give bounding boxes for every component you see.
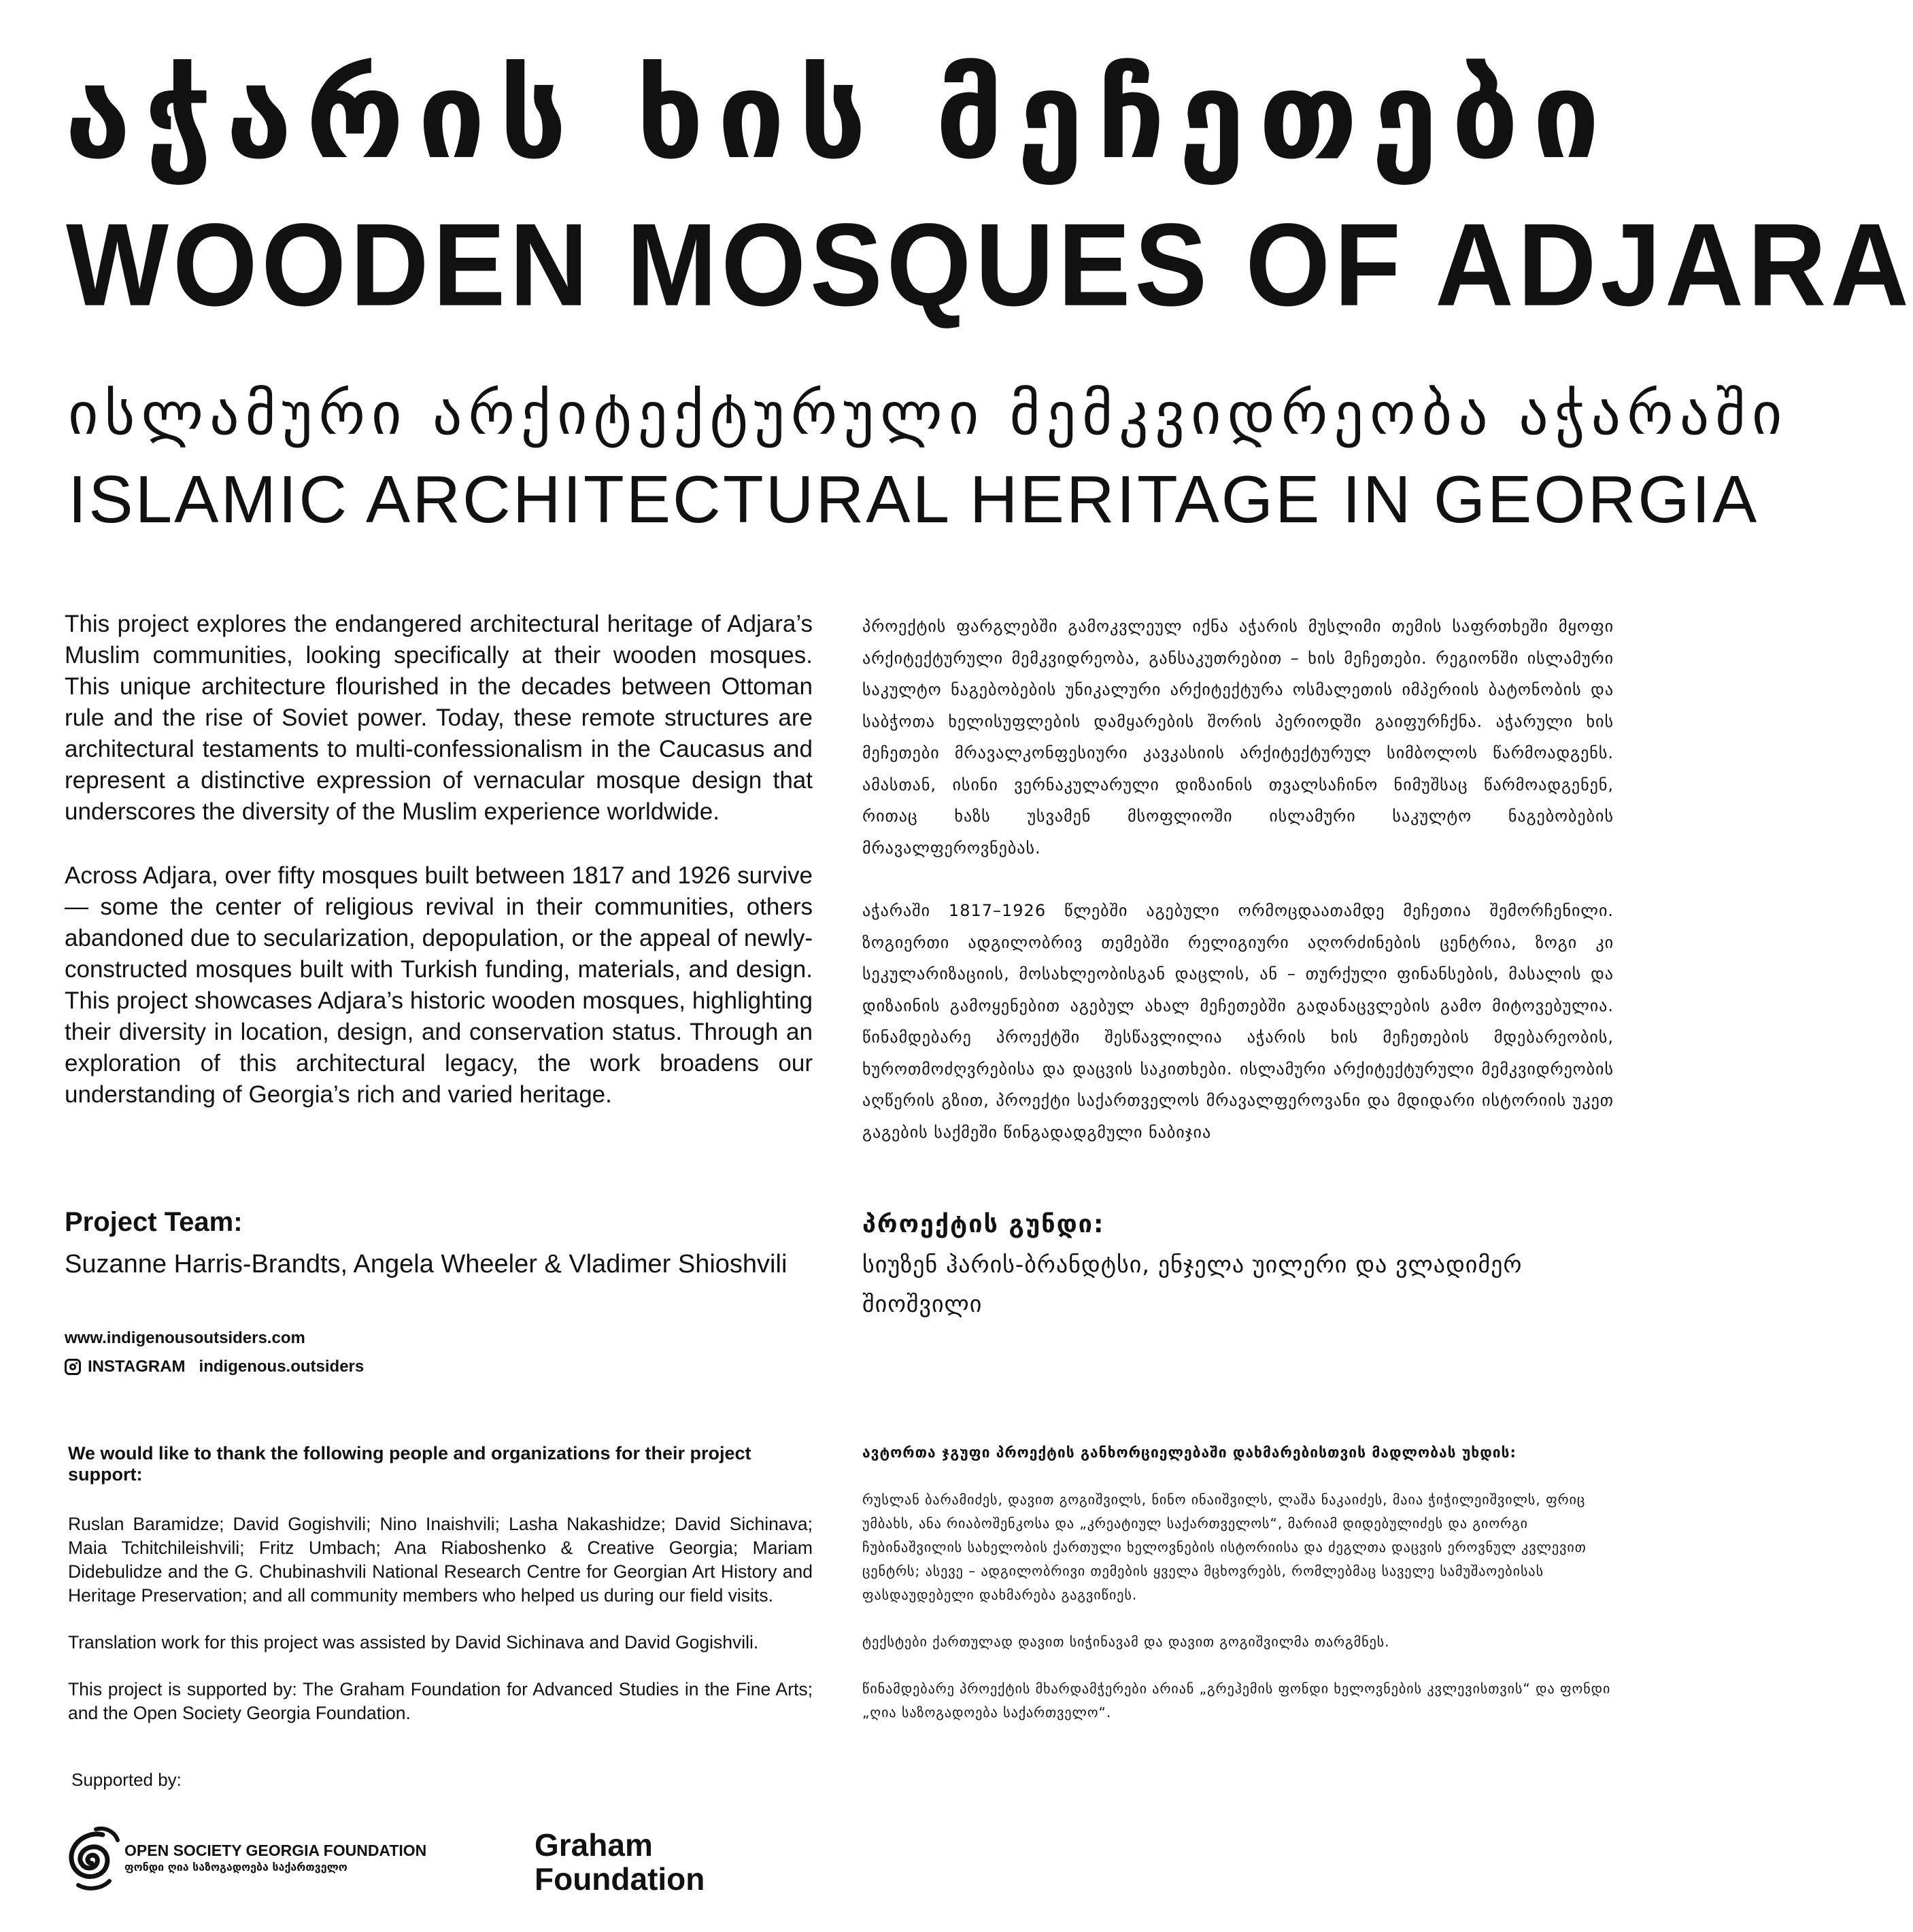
intro-ka-paragraph-2: აჭარაში 1817–1926 წლებში აგებული ორმოცდაათამდე მეჩეთია შემორჩენილი. ზოგიერთი ადგილობრივ თემებში რელიგიური აღორძინების ცენტრია, ზოგი კი სეკულარიზაციის, მოსახლეობისგან დაცლის, ან – თურქული ფინანსების, მასალის და დიზაინის გამოყენებით აგებულ ახალ მეჩეთებში გადანაცვლების გამო მიტოვებულია. წინამდებარე პროექტში შესწავლილია აჭარის ხის მეჩეთების მდებარეობის, ხუროთმოძღვრებისა და დაცვის საკითხები. ისლამური არქიტექტურული მემკვიდრეობის აღწერის გზით, პროექტი საქართველოს მრავალფეროვანი და მდიდარი ისტორიის უკეთ გაგების საქმეში წინგადადგმული ნაბიჯია (862, 901, 1614, 1142)
osgf-name-ka: ფონდი ღია საზოგადოება საქართველო (124, 1861, 348, 1874)
intro-georgian (862, 611, 1614, 1179)
intro-en-paragraph-1: This project explores the endangered architectural heritage of Adjara’s Muslim communities, looking specifically at their wooden mosques. This unique architecture flourished in the decades between Ottoman rule and the rise of Soviet power. Today, these remote structures are architectural testaments to multi-confessionalism in the Caucasus and represent a distinctive expression of vernacular mosque design that underscores the diversity of the Muslim experience worldwide. (65, 611, 813, 825)
thanks-people-en: Ruslan Baramidze; David Gogishvili; Nino Inaishvili; Lasha Nakashidze; David Sichinava; Maia Tchitchileishvili; Fritz Umbach; Ana Riaboshenko & Creative Georgia; Mariam Didebulidze and the G. Chubinashvili National Research Centre for Georgian Art History and Heritage Preservation; and all community members who helped us during our field visits. (68, 1514, 813, 1606)
instagram-icon (65, 1359, 81, 1375)
osgf-name-en: OPEN SOCIETY GEORGIA FOUNDATION (124, 1842, 427, 1859)
website-link[interactable]: www.indigenousoutsiders.com (65, 1329, 305, 1347)
thanks-support-en: This project is supported by: The Graham Foundation for Advanced Studies in the Fine Arts; and the Open Society Georgia Foundation. (68, 1679, 813, 1723)
thanks-translation-en: Translation work for this project was assisted by David Sichinava and David Gogishvili. (68, 1632, 759, 1653)
instagram-label: INSTAGRAM (88, 1357, 186, 1376)
contact-block (65, 1329, 813, 1376)
thanks-support-ka: წინამდებარე პროექტის მხარდამჭერები არიან „გრეჰემის ფონდი ხელოვნების კვლევისთვის“ და ფონდი „ღია საზოგადოება საქართველო“. (862, 1680, 1611, 1721)
intro-en-paragraph-2: Across Adjara, over fifty mosques built between 1817 and 1926 survive — some the center of religious revival in their communities, others abandoned due to secularization, depopulation, or the appeal of newly-constructed mosques built with Turkish funding, materials, and design. This project showcases Adjara’s historic wooden mosques, highlighting their diversity in location, design, and conservation status. Through an exploration of this architectural legacy, the work broadens our understanding of Georgia’s rich and varied heritage. (65, 862, 813, 1108)
instagram-handle[interactable]: indigenous.outsiders (199, 1357, 365, 1376)
thanks-heading-en: We would like to thank the following people and organizations for their project support: (68, 1443, 751, 1485)
team-names-en: Suzanne Harris-Brandts, Angela Wheeler & Vladimer Shioshvili (65, 1250, 788, 1278)
graham-logo-line-2: Foundation (535, 1861, 705, 1897)
team-georgian (862, 1210, 1614, 1324)
team-names-ka: სიუზენ ჰარის-ბრანდტსი, ენჯელა უილერი და ვლადიმერ შიოშვილი (862, 1251, 1523, 1318)
title-georgian: აჭარის ხის მეჩეთები (65, 46, 1614, 186)
graham-foundation-logo (535, 1828, 705, 1896)
thanks-heading-ka: ავტორთა ჯგუფი პროექტის განხორციელებაში დახმარებისთვის მადლობას უხდის: (862, 1444, 1517, 1461)
osgf-logo (65, 1823, 426, 1893)
thanks-english (68, 1443, 813, 1748)
title-english: WOODEN MOSQUES OF ADJARA (66, 199, 1913, 331)
osgf-text (124, 1841, 426, 1875)
intro-english (65, 609, 813, 1143)
team-heading-ka: პროექტის გუნდი: (862, 1210, 1105, 1238)
thanks-people-ka: რუსლან ბარამიძეს, დავით გოგიშვილს, ნინო ინაიშვილს, ლაშა ნაკაიძეს, მაია ჭიჭილეიშვილს, ფრიც უმბახს, ანა რიაბოშენკოსა და „კრეატიულ საქართველოს“, მარიამ დიდებულიძეს და გიორგი ჩუბინაშვილის სახელობის ქართული ხელოვნების ისტორიისა და ძეგლთა დაცვის ეროვნულ კვლევით ცენტრს; ასევე – ადგილობრივი თემების ყველა მცხოვრებს, რომლებმაც საველე სამუშაოებისას ფასდაუდებელი დახმარება გაგვიწიეს. (862, 1491, 1587, 1603)
subtitle-english: ISLAMIC ARCHITECTURAL HERITAGE IN GEORGIA (68, 462, 1759, 537)
team-english (65, 1207, 813, 1279)
instagram-link[interactable] (65, 1357, 813, 1376)
graham-logo-line-1: Graham (535, 1827, 653, 1863)
thanks-translation-ka: ტექსტები ქართულად დავით სიჭინავამ და დავით გოგიშვილმა თარგმნეს. (862, 1633, 1390, 1650)
osgf-swirl-icon (65, 1823, 119, 1893)
team-heading-en: Project Team: (65, 1207, 243, 1237)
intro-ka-paragraph-1: პროექტის ფარგლებში გამოკვლეულ იქნა აჭარის მუსლიმი თემის საფრთხეში მყოფი არქიტექტურული მემკვიდრეობა, განსაკუთრებით – ხის მეჩეთები. რეგიონში ისლამური საკულტო ნაგებობების უნიკალური არქიტექტურა ოსმალეთის იმპერიის ბატონობის და საბჭოთა ხელისუფლების დამყარების შორის პერიოდში გაიფურჩქნა. აჭარული ხის მეჩეთები მრავალკონფესიური კავკასიის არქიტექტურულ სიმბოლოს წარმოადგენს. ამასთან, ისინი ვერნაკულარული დიზაინის თვალსაჩინო ნიმუშსაც წარმოადგენენ, რითაც ხაზს უსვამენ მსოფლიოში ისლამური საკულტო ნაგებობების მრავალფეროვნებას. (862, 617, 1614, 858)
thanks-georgian (862, 1444, 1614, 1748)
supported-by-label: Supported by: (71, 1769, 182, 1790)
subtitle-georgian: ისლამური არქიტექტურული მემკვიდრეობა აჭარაში (68, 380, 1789, 448)
